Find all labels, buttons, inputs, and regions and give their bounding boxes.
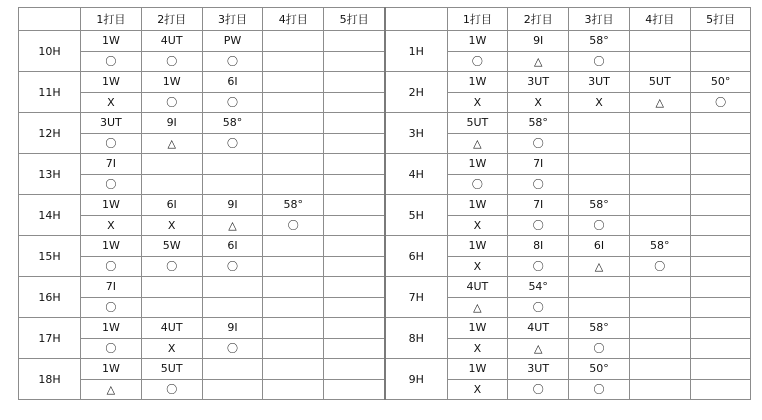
club-row — [385, 277, 751, 298]
result-cell[interactable]: 〇 — [202, 338, 263, 359]
club-cell[interactable] — [324, 359, 385, 380]
club-cell[interactable] — [324, 31, 385, 52]
hole-label: 11H — [19, 72, 81, 113]
club-cell[interactable]: 1W — [81, 195, 142, 216]
result-cell[interactable]: 〇 — [141, 92, 202, 113]
hole-label: 5H — [385, 195, 447, 236]
club-cell[interactable]: 5W — [141, 236, 202, 257]
result-cell[interactable]: 〇 — [81, 174, 142, 195]
club-row — [385, 154, 751, 175]
result-cell[interactable]: 〇 — [81, 338, 142, 359]
hole-label: 9H — [385, 359, 447, 400]
result-cell[interactable]: X — [447, 215, 508, 236]
club-cell[interactable]: 50° — [569, 359, 630, 380]
hole-label: 7H — [385, 277, 447, 318]
club-cell[interactable] — [629, 277, 690, 298]
club-cell[interactable] — [202, 154, 263, 175]
result-cell[interactable]: X — [447, 338, 508, 359]
result-cell[interactable]: 〇 — [81, 297, 142, 318]
club-cell[interactable]: 58° — [263, 195, 324, 216]
stroke-header-1: 1打目 — [81, 8, 142, 31]
club-row — [385, 359, 751, 380]
stroke-header-1: 1打目 — [447, 8, 508, 31]
result-cell[interactable] — [141, 174, 202, 195]
club-cell[interactable]: 1W — [447, 195, 508, 216]
club-row — [385, 236, 751, 257]
club-row — [19, 277, 385, 298]
club-row — [19, 236, 385, 257]
result-cell[interactable] — [324, 338, 385, 359]
club-row — [19, 195, 385, 216]
club-cell[interactable]: 58° — [569, 195, 630, 216]
club-cell[interactable] — [202, 359, 263, 380]
result-cell[interactable]: 〇 — [202, 256, 263, 277]
club-cell[interactable] — [263, 31, 324, 52]
result-cell[interactable] — [629, 379, 690, 400]
result-cell[interactable] — [202, 379, 263, 400]
club-cell[interactable] — [629, 154, 690, 175]
club-cell[interactable]: 1W — [447, 359, 508, 380]
result-cell[interactable] — [569, 297, 630, 318]
hole-label: 16H — [19, 277, 81, 318]
back-nine-table — [18, 7, 385, 400]
result-cell[interactable]: X — [508, 92, 569, 113]
result-cell[interactable]: X — [141, 215, 202, 236]
club-row — [385, 318, 751, 339]
club-cell[interactable]: 9I — [508, 31, 569, 52]
result-cell[interactable]: 〇 — [263, 215, 324, 236]
club-cell[interactable]: 1W — [81, 236, 142, 257]
stroke-header-3: 3打目 — [202, 8, 263, 31]
result-cell[interactable] — [324, 92, 385, 113]
result-cell[interactable] — [324, 133, 385, 154]
result-cell[interactable]: X — [447, 256, 508, 277]
club-cell[interactable] — [629, 359, 690, 380]
club-row — [19, 31, 385, 52]
stroke-header-5: 5打目 — [690, 8, 751, 31]
result-cell[interactable]: X — [141, 338, 202, 359]
result-cell[interactable] — [629, 297, 690, 318]
result-cell[interactable] — [690, 215, 751, 236]
result-cell[interactable]: 〇 — [202, 92, 263, 113]
result-cell[interactable] — [141, 297, 202, 318]
stroke-header-3: 3打目 — [569, 8, 630, 31]
result-cell[interactable]: 〇 — [81, 133, 142, 154]
result-cell[interactable]: 〇 — [141, 51, 202, 72]
result-cell[interactable]: 〇 — [508, 297, 569, 318]
result-cell[interactable] — [263, 51, 324, 72]
club-cell[interactable]: 4UT — [508, 318, 569, 339]
result-cell[interactable] — [263, 92, 324, 113]
club-cell[interactable]: 5UT — [447, 113, 508, 134]
club-cell[interactable]: 58° — [569, 318, 630, 339]
club-cell[interactable]: 1W — [81, 31, 142, 52]
result-cell[interactable] — [324, 379, 385, 400]
hole-label: 18H — [19, 359, 81, 400]
result-cell[interactable]: 〇 — [569, 51, 630, 72]
club-cell[interactable]: 58° — [569, 31, 630, 52]
result-cell[interactable]: 〇 — [690, 92, 751, 113]
stroke-header-4: 4打目 — [629, 8, 690, 31]
club-cell[interactable]: 1W — [81, 318, 142, 339]
club-cell[interactable]: 1W — [447, 72, 508, 93]
stroke-header-4: 4打目 — [263, 8, 324, 31]
result-cell[interactable]: 〇 — [447, 51, 508, 72]
result-cell[interactable] — [690, 256, 751, 277]
result-cell[interactable] — [263, 338, 324, 359]
result-cell[interactable]: 〇 — [202, 51, 263, 72]
result-cell[interactable]: X — [569, 92, 630, 113]
stroke-header-2: 2打目 — [141, 8, 202, 31]
club-cell[interactable] — [141, 277, 202, 298]
club-cell[interactable]: 9I — [141, 113, 202, 134]
club-cell[interactable] — [629, 195, 690, 216]
result-cell[interactable]: 〇 — [141, 379, 202, 400]
hole-label: 17H — [19, 318, 81, 359]
club-cell[interactable]: 3UT — [508, 359, 569, 380]
result-cell[interactable]: △ — [629, 92, 690, 113]
club-cell[interactable]: 58° — [508, 113, 569, 134]
club-cell[interactable]: 3UT — [81, 113, 142, 134]
result-cell[interactable]: 〇 — [508, 133, 569, 154]
result-cell[interactable] — [690, 174, 751, 195]
hole-label: 4H — [385, 154, 447, 195]
club-cell[interactable] — [690, 31, 751, 52]
club-row — [385, 72, 751, 93]
club-cell[interactable]: 1W — [81, 359, 142, 380]
header-row — [385, 8, 751, 31]
club-row — [385, 113, 751, 134]
club-cell[interactable] — [324, 72, 385, 93]
header-row — [19, 8, 385, 31]
club-cell[interactable] — [263, 113, 324, 134]
hole-label: 8H — [385, 318, 447, 359]
club-cell[interactable] — [569, 277, 630, 298]
club-cell[interactable]: 9I — [202, 195, 263, 216]
club-row — [385, 31, 751, 52]
club-cell[interactable] — [324, 113, 385, 134]
hole-label: 13H — [19, 154, 81, 195]
hole-label: 15H — [19, 236, 81, 277]
result-cell[interactable] — [569, 174, 630, 195]
result-cell[interactable] — [202, 174, 263, 195]
result-cell[interactable] — [263, 256, 324, 277]
club-cell[interactable]: 4UT — [447, 277, 508, 298]
club-cell[interactable] — [324, 154, 385, 175]
result-cell[interactable]: 〇 — [569, 338, 630, 359]
club-cell[interactable]: 6I — [202, 236, 263, 257]
result-cell[interactable] — [569, 133, 630, 154]
result-cell[interactable] — [690, 338, 751, 359]
club-cell[interactable]: 1W — [81, 72, 142, 93]
result-cell[interactable] — [324, 215, 385, 236]
club-cell[interactable]: PW — [202, 31, 263, 52]
club-cell[interactable] — [263, 72, 324, 93]
corner-cell — [385, 8, 447, 31]
club-cell[interactable] — [263, 277, 324, 298]
club-cell[interactable]: 4UT — [141, 31, 202, 52]
hole-label: 1H — [385, 31, 447, 72]
club-cell[interactable]: 1W — [447, 236, 508, 257]
club-cell[interactable]: 1W — [447, 318, 508, 339]
result-cell[interactable]: 〇 — [141, 256, 202, 277]
club-cell[interactable]: 7I — [81, 277, 142, 298]
club-row — [19, 113, 385, 134]
result-cell[interactable]: △ — [141, 133, 202, 154]
club-cell[interactable]: 9I — [202, 318, 263, 339]
front-nine-table — [384, 7, 751, 400]
result-cell[interactable]: 〇 — [447, 174, 508, 195]
club-cell[interactable]: 1W — [447, 154, 508, 175]
hole-label: 10H — [19, 31, 81, 72]
result-cell[interactable] — [690, 133, 751, 154]
result-cell[interactable]: X — [447, 92, 508, 113]
result-cell[interactable]: 〇 — [508, 215, 569, 236]
result-cell[interactable] — [629, 51, 690, 72]
club-cell[interactable] — [141, 154, 202, 175]
club-cell[interactable]: 5UT — [629, 72, 690, 93]
result-cell[interactable] — [629, 133, 690, 154]
hole-label: 3H — [385, 113, 447, 154]
result-cell[interactable] — [263, 133, 324, 154]
club-cell[interactable]: 1W — [141, 72, 202, 93]
corner-cell — [19, 8, 81, 31]
club-cell[interactable] — [690, 195, 751, 216]
result-cell[interactable] — [690, 51, 751, 72]
club-cell[interactable] — [690, 236, 751, 257]
hole-label: 6H — [385, 236, 447, 277]
club-cell[interactable]: 8I — [508, 236, 569, 257]
club-cell[interactable]: 3UT — [508, 72, 569, 93]
club-cell[interactable] — [263, 154, 324, 175]
club-cell[interactable] — [569, 113, 630, 134]
result-cell[interactable]: △ — [569, 256, 630, 277]
result-cell[interactable]: 〇 — [202, 133, 263, 154]
club-cell[interactable]: 6I — [202, 72, 263, 93]
stroke-header-2: 2打目 — [508, 8, 569, 31]
stroke-header-5: 5打目 — [324, 8, 385, 31]
result-cell[interactable] — [690, 379, 751, 400]
result-cell[interactable]: X — [447, 379, 508, 400]
club-cell[interactable] — [690, 113, 751, 134]
result-cell[interactable] — [202, 297, 263, 318]
club-cell[interactable]: 7I — [81, 154, 142, 175]
club-cell[interactable]: 58° — [202, 113, 263, 134]
result-cell[interactable]: △ — [81, 379, 142, 400]
club-cell[interactable]: 1W — [447, 31, 508, 52]
result-cell[interactable]: △ — [447, 297, 508, 318]
club-row — [19, 154, 385, 175]
result-cell[interactable]: △ — [508, 51, 569, 72]
club-cell[interactable] — [690, 154, 751, 175]
result-cell[interactable]: 〇 — [508, 174, 569, 195]
result-cell[interactable]: X — [81, 92, 142, 113]
result-cell[interactable] — [629, 215, 690, 236]
result-cell[interactable]: 〇 — [629, 256, 690, 277]
club-cell[interactable] — [629, 31, 690, 52]
result-cell[interactable] — [263, 174, 324, 195]
club-cell[interactable] — [569, 154, 630, 175]
club-cell[interactable]: 7I — [508, 154, 569, 175]
result-cell[interactable]: △ — [202, 215, 263, 236]
result-cell[interactable]: △ — [508, 338, 569, 359]
result-cell[interactable]: 〇 — [508, 379, 569, 400]
club-row — [19, 359, 385, 380]
club-cell[interactable] — [629, 113, 690, 134]
club-row — [385, 195, 751, 216]
club-cell[interactable] — [202, 277, 263, 298]
club-cell[interactable]: 6I — [141, 195, 202, 216]
club-row — [19, 318, 385, 339]
result-cell[interactable]: 〇 — [508, 256, 569, 277]
hole-label: 14H — [19, 195, 81, 236]
result-cell[interactable] — [690, 297, 751, 318]
result-cell[interactable]: △ — [447, 133, 508, 154]
club-cell[interactable] — [629, 318, 690, 339]
club-cell[interactable]: 4UT — [141, 318, 202, 339]
club-cell[interactable] — [263, 359, 324, 380]
hole-label: 12H — [19, 113, 81, 154]
result-cell[interactable] — [263, 297, 324, 318]
result-cell[interactable] — [324, 256, 385, 277]
result-cell[interactable] — [324, 297, 385, 318]
club-cell[interactable] — [324, 195, 385, 216]
result-cell[interactable]: X — [81, 215, 142, 236]
club-cell[interactable]: 50° — [690, 72, 751, 93]
result-cell[interactable] — [263, 379, 324, 400]
club-cell[interactable] — [263, 236, 324, 257]
club-cell[interactable]: 6I — [569, 236, 630, 257]
club-cell[interactable] — [324, 277, 385, 298]
club-cell[interactable] — [324, 318, 385, 339]
club-cell[interactable]: 54° — [508, 277, 569, 298]
club-cell[interactable] — [690, 359, 751, 380]
club-cell[interactable] — [690, 318, 751, 339]
result-cell[interactable] — [324, 51, 385, 72]
result-cell[interactable]: 〇 — [569, 215, 630, 236]
club-cell[interactable]: 7I — [508, 195, 569, 216]
club-cell[interactable]: 58° — [629, 236, 690, 257]
club-row — [19, 72, 385, 93]
result-cell[interactable]: 〇 — [81, 256, 142, 277]
result-cell[interactable]: 〇 — [81, 51, 142, 72]
result-cell[interactable]: 〇 — [569, 379, 630, 400]
hole-label: 2H — [385, 72, 447, 113]
club-cell[interactable] — [324, 236, 385, 257]
result-cell[interactable] — [324, 174, 385, 195]
result-cell[interactable] — [629, 174, 690, 195]
club-cell[interactable]: 5UT — [141, 359, 202, 380]
club-cell[interactable] — [263, 318, 324, 339]
club-cell[interactable] — [690, 277, 751, 298]
result-cell[interactable] — [629, 338, 690, 359]
club-cell[interactable]: 3UT — [569, 72, 630, 93]
